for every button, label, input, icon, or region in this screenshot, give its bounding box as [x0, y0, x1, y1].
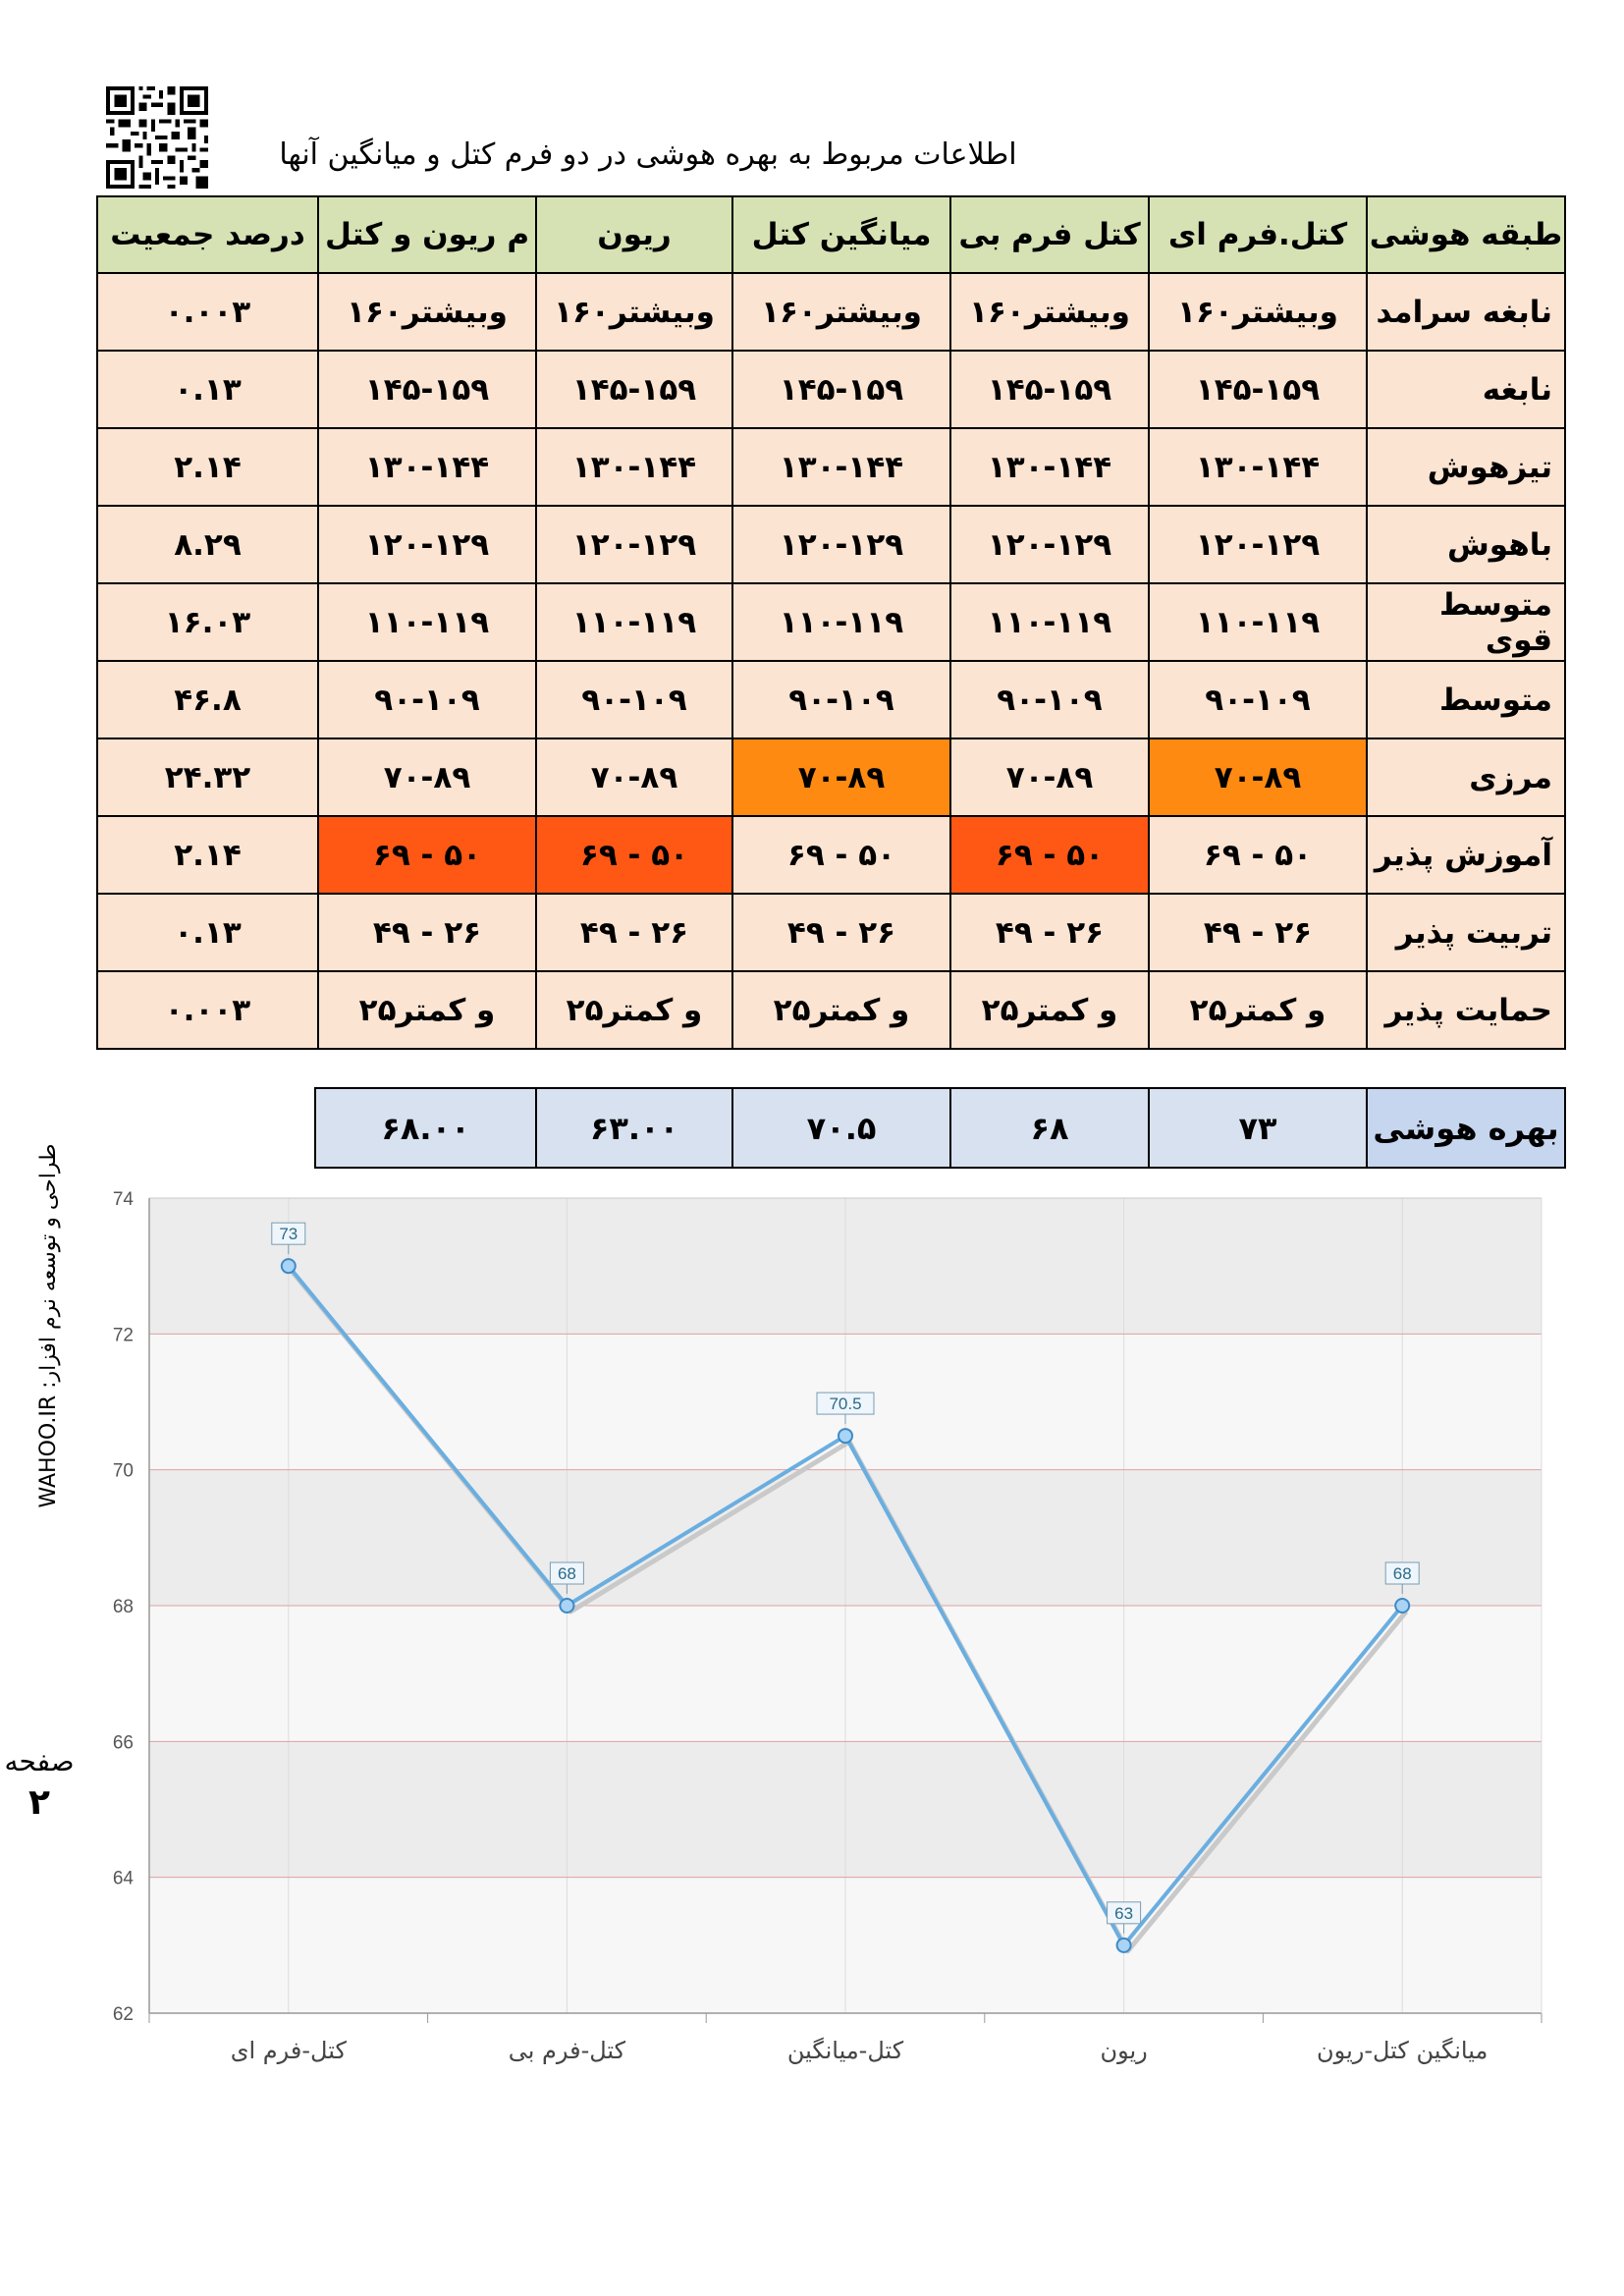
- data-label: 63: [1114, 1903, 1134, 1923]
- range-cell: وبیشتر۱۶۰: [318, 273, 536, 351]
- range-cell: ۱۲۰-۱۲۹: [318, 506, 536, 583]
- range-cell: و کمتر۲۵: [318, 971, 536, 1049]
- range-cell: ۱۳۰-۱۴۴: [318, 428, 536, 506]
- range-cell: ۷۰-۸۹: [536, 738, 732, 816]
- range-cell: ۱۴۵-۱۵۹: [732, 351, 950, 428]
- range-cell: ۲۶ - ۴۹: [732, 894, 950, 971]
- range-cell: ۱۱۰-۱۱۹: [950, 583, 1149, 661]
- x-tick-label: ریون: [1100, 2037, 1148, 2064]
- category-cell: متوسط قوی: [1367, 583, 1565, 661]
- y-tick-label: 64: [112, 1868, 134, 1889]
- range-cell: ۱۴۵-۱۵۹: [318, 351, 536, 428]
- table-row: [97, 428, 1565, 506]
- summary-value: ۷۳: [1149, 1088, 1367, 1168]
- range-cell: ۷۰-۸۹: [1149, 738, 1367, 816]
- range-cell: و کمتر۲۵: [536, 971, 732, 1049]
- table-header-cell: کتل.فرم ای: [1149, 196, 1367, 273]
- table-row: [97, 661, 1565, 738]
- table-header-row: [97, 196, 1565, 273]
- table-header-cell: کتل فرم بی: [950, 196, 1149, 273]
- range-cell: ۵۰ - ۶۹: [318, 816, 536, 894]
- percent-cell: ۴۶.۸: [97, 661, 318, 738]
- page-number: ۲: [28, 1782, 50, 1823]
- x-tick-label: میانگین کتل-ریون: [1317, 2037, 1489, 2064]
- table-header-cell: طبقه هوشی: [1367, 196, 1565, 273]
- category-cell: مرزی: [1367, 738, 1565, 816]
- data-point: [282, 1259, 296, 1273]
- category-cell: تیزهوش: [1367, 428, 1565, 506]
- y-tick-label: 72: [112, 1325, 134, 1346]
- range-cell: ۷۰-۸۹: [950, 738, 1149, 816]
- iq-summary-table: [314, 1087, 1566, 1169]
- range-cell: ۱۱۰-۱۱۹: [732, 583, 950, 661]
- y-tick-label: 70: [112, 1460, 134, 1482]
- data-point: [560, 1599, 573, 1613]
- percent-cell: ۲.۱۴: [97, 428, 318, 506]
- side-credit-text: طراحی و توسعه نرم افزار: WAHOO.IR: [36, 1143, 61, 1508]
- data-label: 68: [1392, 1564, 1412, 1583]
- range-cell: ۱۲۰-۱۲۹: [950, 506, 1149, 583]
- range-cell: ۱۱۰-۱۱۹: [318, 583, 536, 661]
- iq-line-chart: [79, 1183, 1571, 2067]
- data-label: 73: [279, 1225, 298, 1244]
- summary-row: [315, 1088, 1565, 1168]
- percent-cell: ۰.۱۳: [97, 894, 318, 971]
- table-row: [97, 816, 1565, 894]
- category-cell: آموزش پذیر: [1367, 816, 1565, 894]
- range-cell: ۲۶ - ۴۹: [1149, 894, 1367, 971]
- range-cell: ۱۱۰-۱۱۹: [1149, 583, 1367, 661]
- table-row: [97, 506, 1565, 583]
- range-cell: وبیشتر۱۶۰: [536, 273, 732, 351]
- range-cell: ۱۳۰-۱۴۴: [732, 428, 950, 506]
- range-cell: ۲۶ - ۴۹: [950, 894, 1149, 971]
- data-point: [1395, 1599, 1409, 1613]
- y-tick-label: 68: [112, 1597, 134, 1617]
- percent-cell: ۰.۰۰۳: [97, 971, 318, 1049]
- side-credit: [29, 1120, 69, 1532]
- range-cell: وبیشتر۱۶۰: [732, 273, 950, 351]
- range-cell: ۲۶ - ۴۹: [536, 894, 732, 971]
- range-cell: وبیشتر۱۶۰: [950, 273, 1149, 351]
- range-cell: ۹۰-۱۰۹: [950, 661, 1149, 738]
- range-cell: ۵۰ - ۶۹: [950, 816, 1149, 894]
- y-tick-label: 74: [112, 1189, 134, 1210]
- percent-cell: ۸.۲۹: [97, 506, 318, 583]
- range-cell: ۱۳۰-۱۴۴: [536, 428, 732, 506]
- range-cell: وبیشتر۱۶۰: [1149, 273, 1367, 351]
- table-row: [97, 273, 1565, 351]
- range-cell: ۱۲۰-۱۲۹: [1149, 506, 1367, 583]
- range-cell: ۱۲۰-۱۲۹: [732, 506, 950, 583]
- range-cell: ۲۶ - ۴۹: [318, 894, 536, 971]
- summary-value: ۷۰.۵: [732, 1088, 950, 1168]
- iq-classification-table: [96, 195, 1566, 1050]
- category-cell: نابغه: [1367, 351, 1565, 428]
- percent-cell: ۰.۱۳: [97, 351, 318, 428]
- summary-label: بهره هوشی: [1367, 1088, 1565, 1168]
- range-cell: ۱۴۵-۱۵۹: [950, 351, 1149, 428]
- range-cell: ۵۰ - ۶۹: [732, 816, 950, 894]
- data-point: [1117, 1939, 1131, 1952]
- table-header-cell: ریون: [536, 196, 732, 273]
- table-row: [97, 351, 1565, 428]
- category-cell: تربیت پذیر: [1367, 894, 1565, 971]
- range-cell: ۹۰-۱۰۹: [732, 661, 950, 738]
- range-cell: و کمتر۲۵: [732, 971, 950, 1049]
- range-cell: ۱۱۰-۱۱۹: [536, 583, 732, 661]
- y-tick-label: 62: [112, 2004, 134, 2025]
- data-label: 68: [557, 1564, 576, 1583]
- category-cell: حمایت پذیر: [1367, 971, 1565, 1049]
- range-cell: ۱۲۰-۱۲۹: [536, 506, 732, 583]
- table-row: [97, 583, 1565, 661]
- x-tick-label: کتل-فرم ای: [230, 2037, 347, 2064]
- range-cell: ۷۰-۸۹: [732, 738, 950, 816]
- table-header-cell: م ریون و کتل: [318, 196, 536, 273]
- range-cell: ۱۳۰-۱۴۴: [950, 428, 1149, 506]
- range-cell: ۱۴۵-۱۵۹: [1149, 351, 1367, 428]
- range-cell: ۵۰ - ۶۹: [536, 816, 732, 894]
- range-cell: ۹۰-۱۰۹: [1149, 661, 1367, 738]
- page-title: اطلاعات مربوط به بهره هوشی در دو فرم کتل و میانگین آنها: [279, 137, 1017, 172]
- percent-cell: ۱۶.۰۳: [97, 583, 318, 661]
- summary-value: ۶۸: [950, 1088, 1149, 1168]
- category-cell: باهوش: [1367, 506, 1565, 583]
- range-cell: ۷۰-۸۹: [318, 738, 536, 816]
- range-cell: ۱۴۵-۱۵۹: [536, 351, 732, 428]
- range-cell: ۹۰-۱۰۹: [318, 661, 536, 738]
- range-cell: ۵۰ - ۶۹: [1149, 816, 1367, 894]
- range-cell: و کمتر۲۵: [950, 971, 1149, 1049]
- summary-value: ۶۳.۰۰: [536, 1088, 732, 1168]
- data-point: [839, 1429, 852, 1443]
- category-cell: نابغه سرامد: [1367, 273, 1565, 351]
- range-cell: و کمتر۲۵: [1149, 971, 1367, 1049]
- table-header-cell: درصد جمعیت: [97, 196, 318, 273]
- percent-cell: ۰.۰۰۳: [97, 273, 318, 351]
- table-row: [97, 971, 1565, 1049]
- percent-cell: ۲۴.۳۲: [97, 738, 318, 816]
- x-tick-label: کتل-فرم بی: [508, 2037, 626, 2064]
- table-header-cell: میانگین کتل: [732, 196, 950, 273]
- y-tick-label: 66: [112, 1732, 134, 1754]
- table-row: [97, 894, 1565, 971]
- page-label: صفحه: [4, 1745, 75, 1777]
- summary-value: ۶۸.۰۰: [315, 1088, 536, 1168]
- category-cell: متوسط: [1367, 661, 1565, 738]
- table-row: [97, 738, 1565, 816]
- percent-cell: ۲.۱۴: [97, 816, 318, 894]
- data-label: 70.5: [829, 1394, 862, 1414]
- range-cell: ۱۳۰-۱۴۴: [1149, 428, 1367, 506]
- x-tick-label: کتل-میانگین: [786, 2037, 904, 2064]
- range-cell: ۹۰-۱۰۹: [536, 661, 732, 738]
